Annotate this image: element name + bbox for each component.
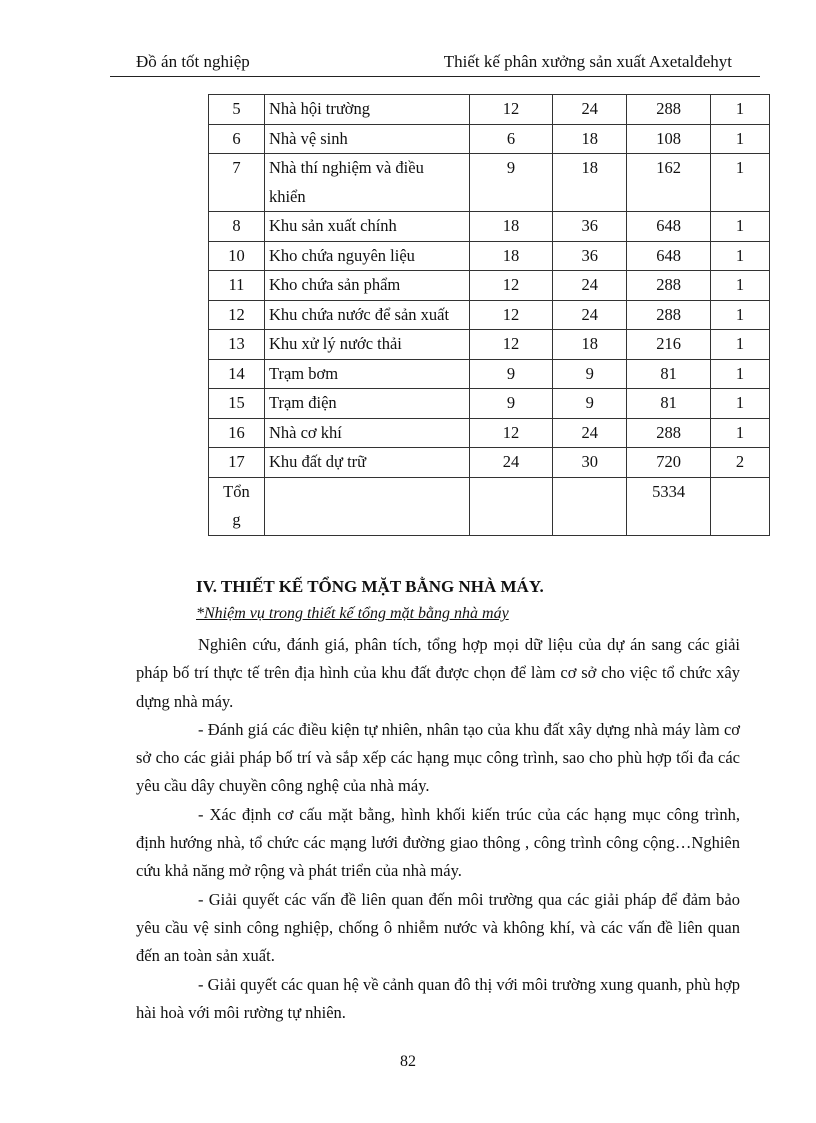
cell-length: 12	[469, 418, 553, 448]
cell-quantity: 1	[711, 212, 770, 242]
cell-name: Khu đất dự trữ	[264, 448, 469, 478]
total-area: 5334	[627, 477, 711, 535]
cell-area: 288	[627, 271, 711, 301]
cell-length: 12	[469, 271, 553, 301]
paragraph: - Giải quyết các quan hệ về cảnh quan đô thị với môi trường xung quanh, phù hợp hài hoà với môi rường tự nhiên.	[136, 974, 740, 1022]
table-row	[209, 448, 770, 478]
cell-number: 15	[209, 389, 265, 419]
cell-name: Nhà cơ khí	[264, 418, 469, 448]
table-row	[209, 330, 770, 360]
cell-name: Nhà hội trường	[264, 95, 469, 125]
cell-area: 81	[627, 389, 711, 419]
cell-quantity: 2	[711, 448, 770, 478]
total-label-cell	[209, 477, 265, 535]
cell-width: 24	[553, 271, 627, 301]
cell-name: Nhà thí nghiệm và điều khiển	[264, 154, 469, 212]
cell-length: 6	[469, 124, 553, 154]
cell-number: 6	[209, 124, 265, 154]
empty-cell	[469, 477, 553, 535]
cell-area: 648	[627, 212, 711, 242]
cell-number: 17	[209, 448, 265, 478]
cell-number: 12	[209, 300, 265, 330]
cell-width: 36	[553, 212, 627, 242]
paragraph: - Xác định cơ cấu mặt bằng, hình khối kiến trúc của các hạng mục công trình, định hướng nhà, tổ chức các mạng lưới đường giao thông , công trình công cộng…Nghiên cứu khả năng mở rộng và phát triển của nhà máy.	[136, 804, 740, 881]
cell-quantity: 1	[711, 241, 770, 271]
cell-area: 216	[627, 330, 711, 360]
cell-name: Kho chứa sản phẩm	[264, 271, 469, 301]
total-label: Tổng	[223, 481, 250, 529]
cell-name: Kho chứa nguyên liệu	[264, 241, 469, 271]
cell-length: 18	[469, 212, 553, 242]
cell-number: 5	[209, 95, 265, 125]
cell-area: 108	[627, 124, 711, 154]
table-row	[209, 389, 770, 419]
cell-length: 24	[469, 448, 553, 478]
cell-number: 14	[209, 359, 265, 389]
section-body	[136, 631, 740, 1027]
section-subheading: *Nhiệm vụ trong thiết kế tổng mặt bằng nhà máy	[196, 605, 509, 622]
empty-cell	[711, 477, 770, 535]
cell-width: 24	[553, 300, 627, 330]
paragraph: Nghiên cứu, đánh giá, phân tích, tổng hợp mọi dữ liệu của dự án sang các giải pháp bố trí thực tế trên địa hình của khu đất được chọn để làm cơ sở cho việc tổ chức xây dựng nhà máy.	[136, 635, 740, 711]
page-number: 82	[400, 1053, 416, 1070]
cell-number: 8	[209, 212, 265, 242]
table-row	[209, 241, 770, 271]
cell-width: 18	[553, 154, 627, 212]
building-area-table	[208, 94, 770, 536]
cell-number: 13	[209, 330, 265, 360]
table-row	[209, 300, 770, 330]
table-row	[209, 271, 770, 301]
table-row	[209, 212, 770, 242]
cell-area: 81	[627, 359, 711, 389]
cell-quantity: 1	[711, 154, 770, 212]
paragraph: - Giải quyết các vấn đề liên quan đến môi trường qua các giải pháp để đảm bảo yêu cầu vệ sinh công nghiệp, chống ô nhiễm nước và không khí, và các vấn đề liên quan đến an toàn sản xuất.	[136, 889, 740, 966]
cell-width: 24	[553, 418, 627, 448]
table-total-row	[209, 477, 770, 535]
table-row	[209, 124, 770, 154]
cell-name: Khu xử lý nước thải	[264, 330, 469, 360]
cell-quantity: 1	[711, 330, 770, 360]
cell-area: 720	[627, 448, 711, 478]
cell-width: 30	[553, 448, 627, 478]
cell-length: 18	[469, 241, 553, 271]
cell-name: Trạm bơm	[264, 359, 469, 389]
section-heading: IV. THIẾT KẾ TỔNG MẶT BẰNG NHÀ MÁY.	[196, 577, 544, 596]
cell-width: 24	[553, 95, 627, 125]
cell-quantity: 1	[711, 389, 770, 419]
cell-name: Nhà vệ sinh	[264, 124, 469, 154]
cell-number: 16	[209, 418, 265, 448]
cell-width: 18	[553, 124, 627, 154]
cell-length: 12	[469, 300, 553, 330]
empty-cell	[553, 477, 627, 535]
cell-quantity: 1	[711, 124, 770, 154]
empty-cell	[264, 477, 469, 535]
cell-length: 12	[469, 330, 553, 360]
cell-length: 9	[469, 359, 553, 389]
cell-quantity: 1	[711, 359, 770, 389]
table-row	[209, 95, 770, 125]
cell-number: 10	[209, 241, 265, 271]
header-left-title: Đồ án tốt nghiệp	[136, 52, 250, 71]
cell-length: 12	[469, 95, 553, 125]
cell-quantity: 1	[711, 418, 770, 448]
cell-width: 18	[553, 330, 627, 360]
cell-number: 11	[209, 271, 265, 301]
cell-length: 9	[469, 154, 553, 212]
cell-name: Khu chứa nước để sản xuất	[264, 300, 469, 330]
cell-area: 288	[627, 418, 711, 448]
cell-quantity: 1	[711, 271, 770, 301]
cell-width: 9	[553, 389, 627, 419]
cell-width: 36	[553, 241, 627, 271]
cell-number: 7	[209, 154, 265, 212]
cell-name: Khu sản xuất chính	[264, 212, 469, 242]
cell-quantity: 1	[711, 300, 770, 330]
header-right-title: Thiết kế phân xưởng sản xuất Axetalđehyt	[443, 52, 732, 71]
cell-area: 648	[627, 241, 711, 271]
table-row	[209, 154, 770, 212]
cell-length: 9	[469, 389, 553, 419]
page-header	[110, 46, 760, 77]
cell-name: Trạm điện	[264, 389, 469, 419]
cell-area: 162	[627, 154, 711, 212]
cell-quantity: 1	[711, 95, 770, 125]
cell-area: 288	[627, 95, 711, 125]
cell-width: 9	[553, 359, 627, 389]
cell-area: 288	[627, 300, 711, 330]
table-row	[209, 359, 770, 389]
paragraph: - Đánh giá các điều kiện tự nhiên, nhân tạo của khu đất xây dựng nhà máy làm cơ sở cho các giải pháp bố trí và sắp xếp các hạng mục công trình, sao cho phù hợp tối đa các yêu cầu dây chuyền công nghệ của nhà máy.	[136, 719, 740, 796]
table-row	[209, 418, 770, 448]
